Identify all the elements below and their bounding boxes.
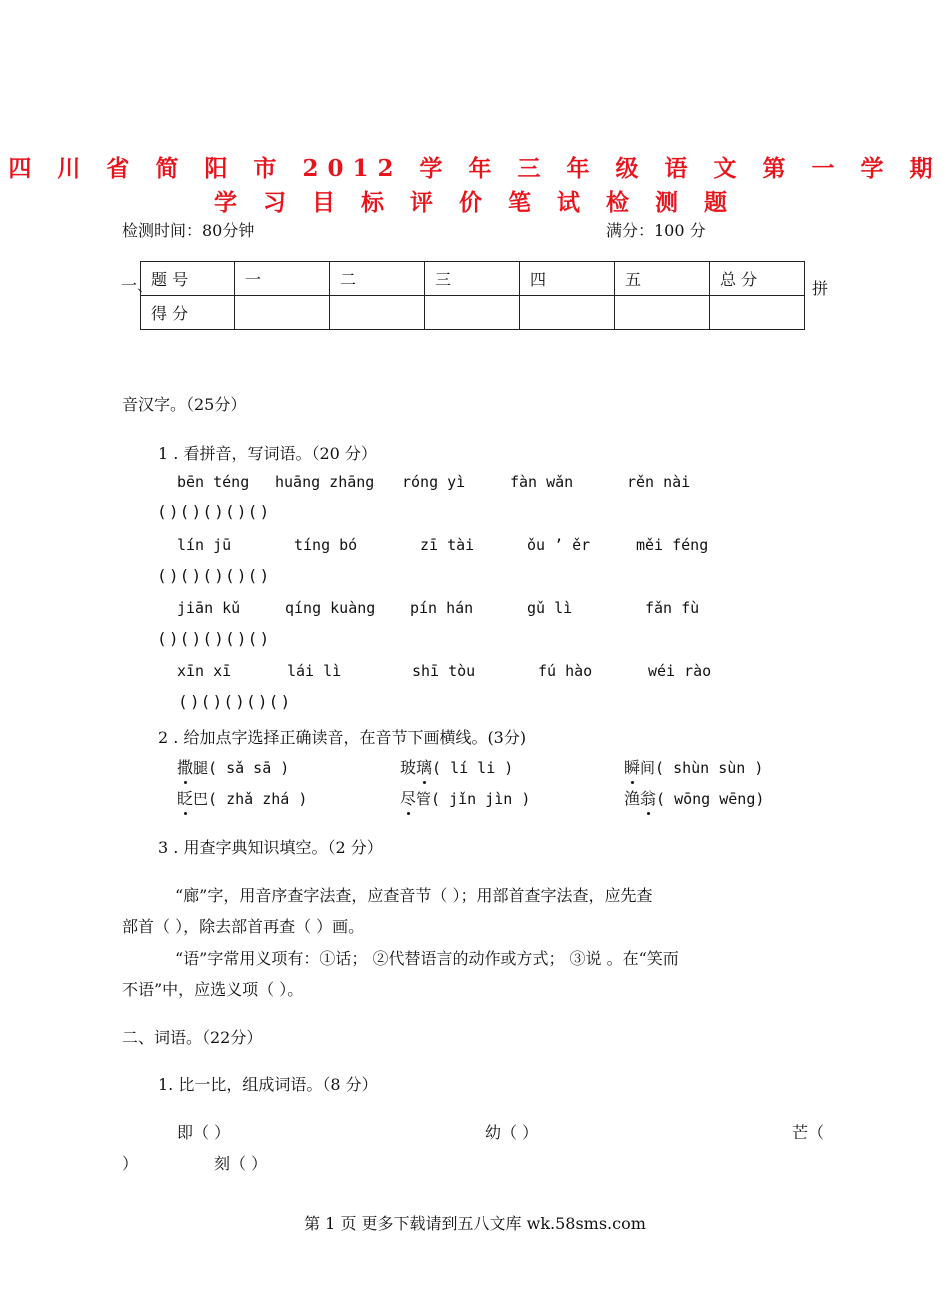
exam-time: 检测时间：80分钟: [122, 221, 255, 240]
score-cell[interactable]: [330, 296, 425, 330]
pinyin: xīn xī: [177, 662, 232, 680]
score-cell[interactable]: [425, 296, 520, 330]
q3-paragraph: “语”字常用义项有：①话； ②代替语言的动作或方式； ③说 。在“笑而: [175, 949, 679, 968]
q3-title: 3 . 用查字典知识填空。（2 分）: [158, 838, 383, 857]
q2-title: 2 . 给加点字选择正确读音，在音节下画横线。(3分): [158, 728, 527, 747]
score-cell[interactable]: [710, 296, 805, 330]
pinyin: fǎn fù: [645, 599, 700, 617]
section1-prefix: 一、: [121, 276, 154, 295]
header-cell: 四: [520, 262, 615, 296]
q2-item[interactable]: 瞬间( shùn sùn ): [624, 755, 763, 778]
page-footer: 第 1 页 更多下载请到五八文库 wk.58sms.com: [304, 1214, 646, 1233]
pinyin: wéi rào: [648, 662, 712, 680]
dotted-char: 眨: [177, 786, 193, 809]
pinyin: qíng kuàng: [285, 599, 376, 617]
word-blank[interactable]: 幼（ ）: [485, 1123, 539, 1142]
doc-title-line1: 四 川 省 简 阳 市 2012 学 年 三 年 级 语 文 第 一 学 期: [8, 155, 942, 182]
section2-heading: 二、词语。（22分）: [122, 1028, 263, 1047]
q2-item[interactable]: 渔翁( wōng wēng): [624, 786, 764, 809]
dotted-char: 瞬: [624, 755, 640, 778]
pinyin: fàn wǎn: [510, 473, 574, 491]
pinyin: rěn nài: [627, 473, 691, 491]
answer-blanks[interactable]: ( ) ( ) ( ) ( ) ( ): [159, 566, 268, 585]
pinyin: shī tòu: [412, 662, 476, 680]
score-table-score-row: [141, 296, 805, 330]
score-cell[interactable]: [520, 296, 615, 330]
q2-item[interactable]: 眨巴( zhǎ zhá ): [177, 786, 307, 809]
score-cell[interactable]: [615, 296, 710, 330]
score-cell[interactable]: [235, 296, 330, 330]
header-cell: 题 号: [141, 262, 235, 296]
section2-q1-title: 1. 比一比，组成词语。（8 分）: [158, 1075, 378, 1094]
q1-title: 1 . 看拼音，写词语。（20 分）: [158, 444, 377, 463]
row-label: 得 分: [141, 296, 235, 330]
section1-tail: 拼: [812, 279, 829, 298]
pinyin: zī tài: [420, 536, 475, 554]
pinyin: fú hào: [538, 662, 593, 680]
section1-heading: 音汉字。（25分）: [122, 395, 247, 414]
dotted-char: 撒: [177, 755, 193, 778]
header-cell: 二: [330, 262, 425, 296]
q2-item[interactable]: 尽管( jǐn jìn ): [400, 786, 530, 809]
word-blank[interactable]: 刻（ ）: [214, 1154, 268, 1173]
dotted-char: 璃: [416, 755, 432, 778]
score-table: [140, 261, 805, 330]
header-cell: 总 分: [710, 262, 805, 296]
q3-paragraph: “廊”字，用音序查字法查，应查音节（ ）；用部首查字法查，应先查: [175, 886, 653, 905]
score-table-header-row: [141, 262, 805, 296]
pinyin: jiān kǔ: [177, 599, 241, 617]
full-score: 满分：100 分: [606, 221, 706, 240]
answer-blanks[interactable]: ( ) ( ) ( ) ( ) ( ): [180, 692, 289, 711]
pinyin: tíng bó: [294, 536, 358, 554]
word-blank[interactable]: 芒（: [792, 1123, 825, 1142]
pinyin: lín jū: [177, 536, 232, 554]
pinyin: huāng zhāng: [275, 473, 375, 491]
pinyin: ǒu ’ ěr: [527, 536, 591, 554]
pinyin: měi féng: [636, 536, 709, 554]
answer-blanks[interactable]: ( ) ( ) ( ) ( ) ( ): [159, 629, 268, 648]
q2-item[interactable]: 撒腿( sǎ sā ): [177, 755, 289, 778]
pinyin: lái lì: [287, 662, 342, 680]
q2-item[interactable]: 玻璃( lí li ): [400, 755, 513, 778]
dotted-char: 尽: [400, 786, 416, 809]
header-cell: 三: [425, 262, 520, 296]
pinyin: róng yì: [402, 473, 466, 491]
q3-paragraph: 不语”中，应选义项（ ）。: [122, 980, 304, 999]
pinyin: pín hán: [410, 599, 474, 617]
doc-title-line2: 学 习 目 标 评 价 笔 试 检 测 题: [213, 189, 737, 216]
word-blank-end: ）: [122, 1154, 139, 1173]
pinyin: gǔ lì: [527, 599, 573, 617]
dotted-char: 翁: [640, 786, 656, 809]
q3-paragraph: 部首（ ），除去部首再查（ ）画。: [122, 917, 365, 936]
header-cell: 五: [615, 262, 710, 296]
answer-blanks[interactable]: ( ) ( ) ( ) ( ) ( ): [159, 502, 268, 521]
header-cell: 一: [235, 262, 330, 296]
word-blank[interactable]: 即（ ）: [177, 1123, 231, 1142]
pinyin: bēn téng: [177, 473, 250, 491]
